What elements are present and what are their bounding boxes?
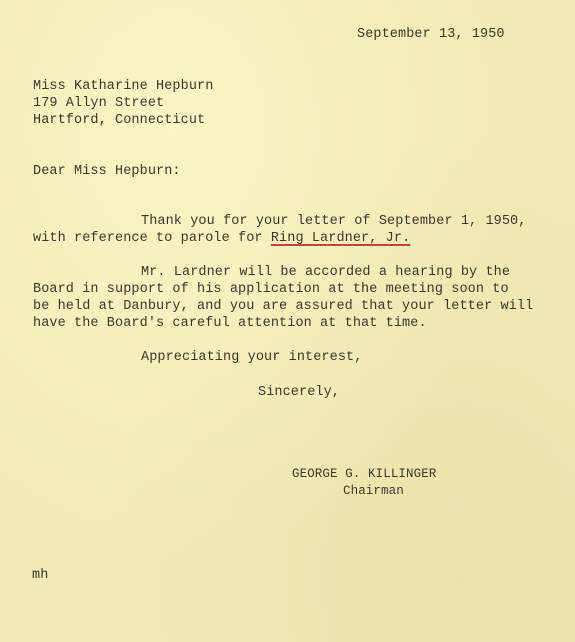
closing-line: Appreciating your interest,	[141, 350, 363, 365]
paragraph2-line4: have the Board's careful attention at that time.	[33, 316, 427, 331]
paragraph2-line2: Board in support of his application at the meeting soon to	[33, 282, 509, 297]
paragraph2-line3: be held at Danbury, and you are assured that your letter will	[33, 299, 534, 314]
letter-date: September 13, 1950	[357, 27, 505, 42]
recipient-name: Miss Katharine Hepburn	[33, 79, 214, 94]
salutation: Dear Miss Hepburn:	[33, 164, 181, 179]
recipient-city: Hartford, Connecticut	[33, 113, 206, 128]
valediction: Sincerely,	[258, 385, 341, 400]
paragraph1-line2-prefix: with reference to parole for	[33, 231, 271, 246]
paragraph1-line2	[33, 230, 410, 247]
paragraph2-line1: Mr. Lardner will be accorded a hearing by the	[141, 265, 511, 280]
typist-initials: mh	[32, 568, 49, 583]
paragraph1-line1: Thank you for your letter of September 1, 1950,	[141, 214, 527, 229]
signer-title: Chairman	[343, 484, 404, 498]
underlined-name: Ring Lardner, Jr.	[270, 231, 411, 246]
recipient-street: 179 Allyn Street	[33, 96, 165, 111]
signer-name: GEORGE G. KILLINGER	[292, 467, 437, 481]
